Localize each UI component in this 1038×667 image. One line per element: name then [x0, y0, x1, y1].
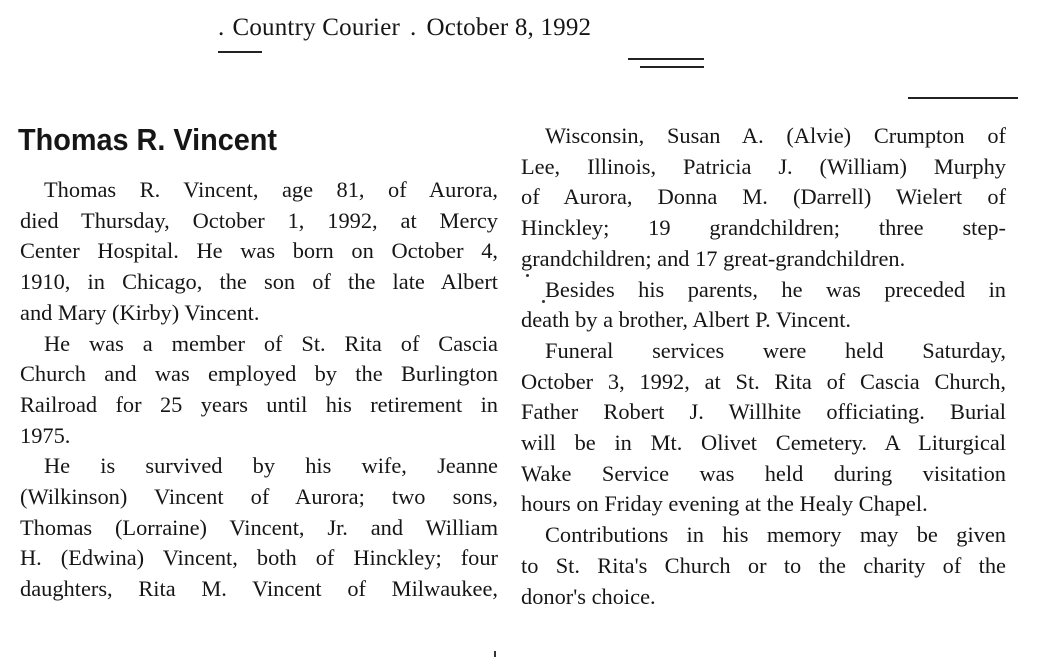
- publication-date: October 8, 1992: [426, 14, 592, 41]
- text-line: 1975.: [20, 422, 71, 448]
- masthead-separator: .: [410, 14, 417, 41]
- print-speck: [494, 651, 496, 657]
- masthead-underline-left: [218, 51, 262, 53]
- text-line: Lee, Illinois, Patricia J. (William) Murphy: [521, 153, 1006, 179]
- text-line: death by a brother, Albert P. Vincent.: [521, 307, 852, 333]
- text-line: to St. Rita's Church or to the charity of the: [521, 552, 1006, 578]
- text-line: He is survived by his wife, Jeanne: [44, 453, 498, 479]
- text-line: Contributions in his memory may be given: [545, 522, 1006, 548]
- top-right-rule: [908, 97, 1018, 99]
- print-speck: [542, 300, 545, 303]
- text-line: donor's choice.: [521, 583, 656, 609]
- text-line: died Thursday, October 1, 1992, at Mercy: [20, 207, 498, 233]
- text-line: of Aurora, Donna M. (Darrell) Wielert of: [521, 184, 1006, 210]
- text-line: Church and was employed by the Burlington: [20, 361, 498, 387]
- text-line: Railroad for 25 years until his retirement in: [20, 391, 498, 417]
- masthead-underline-right-2: [640, 66, 704, 68]
- text-line: October 3, 1992, at St. Rita of Cascia Church,: [521, 368, 1006, 394]
- text-line: Wisconsin, Susan A. (Alvie) Crumpton of: [545, 123, 1006, 148]
- masthead-underline-right: [628, 58, 704, 60]
- text-line: Funeral services were held Saturday,: [545, 337, 1006, 363]
- headline: Thomas R. Vincent: [18, 122, 278, 157]
- masthead: [218, 14, 591, 42]
- text-line: 1910, in Chicago, the son of the late Albert: [20, 269, 498, 295]
- text-line: Thomas (Lorraine) Vincent, Jr. and William: [20, 514, 498, 540]
- article-column-2: [521, 121, 1006, 612]
- text-line: Thomas R. Vincent, age 81, of Aurora,: [44, 177, 498, 202]
- text-line: and Mary (Kirby) Vincent.: [20, 299, 260, 325]
- text-line: Father Robert J. Willhite officiating. Burial: [521, 399, 1006, 425]
- text-line: H. (Edwina) Vincent, both of Hinckley; four: [20, 545, 498, 571]
- text-line: Center Hospital. He was born on October 4,: [20, 238, 498, 264]
- text-line: grandchildren; and 17 great-grandchildren.: [521, 245, 906, 271]
- text-line: hours on Friday evening at the Healy Chapel.: [521, 491, 928, 517]
- publication-name: Country Courier: [232, 14, 401, 41]
- text-line: He was a member of St. Rita of Cascia: [44, 330, 498, 356]
- text-line: Wake Service was held during visitation: [521, 460, 1006, 486]
- print-speck: [526, 274, 529, 277]
- text-line: (Wilkinson) Vincent of Aurora; two sons,: [20, 484, 498, 510]
- masthead-dot: .: [218, 14, 225, 41]
- text-line: Besides his parents, he was preceded in: [545, 276, 1006, 302]
- text-line: daughters, Rita M. Vincent of Milwaukee,: [20, 576, 498, 602]
- text-line: will be in Mt. Olivet Cemetery. A Liturgical: [521, 430, 1006, 456]
- article-column-1: [20, 175, 498, 605]
- text-line: Hinckley; 19 grandchildren; three step-: [521, 215, 1006, 241]
